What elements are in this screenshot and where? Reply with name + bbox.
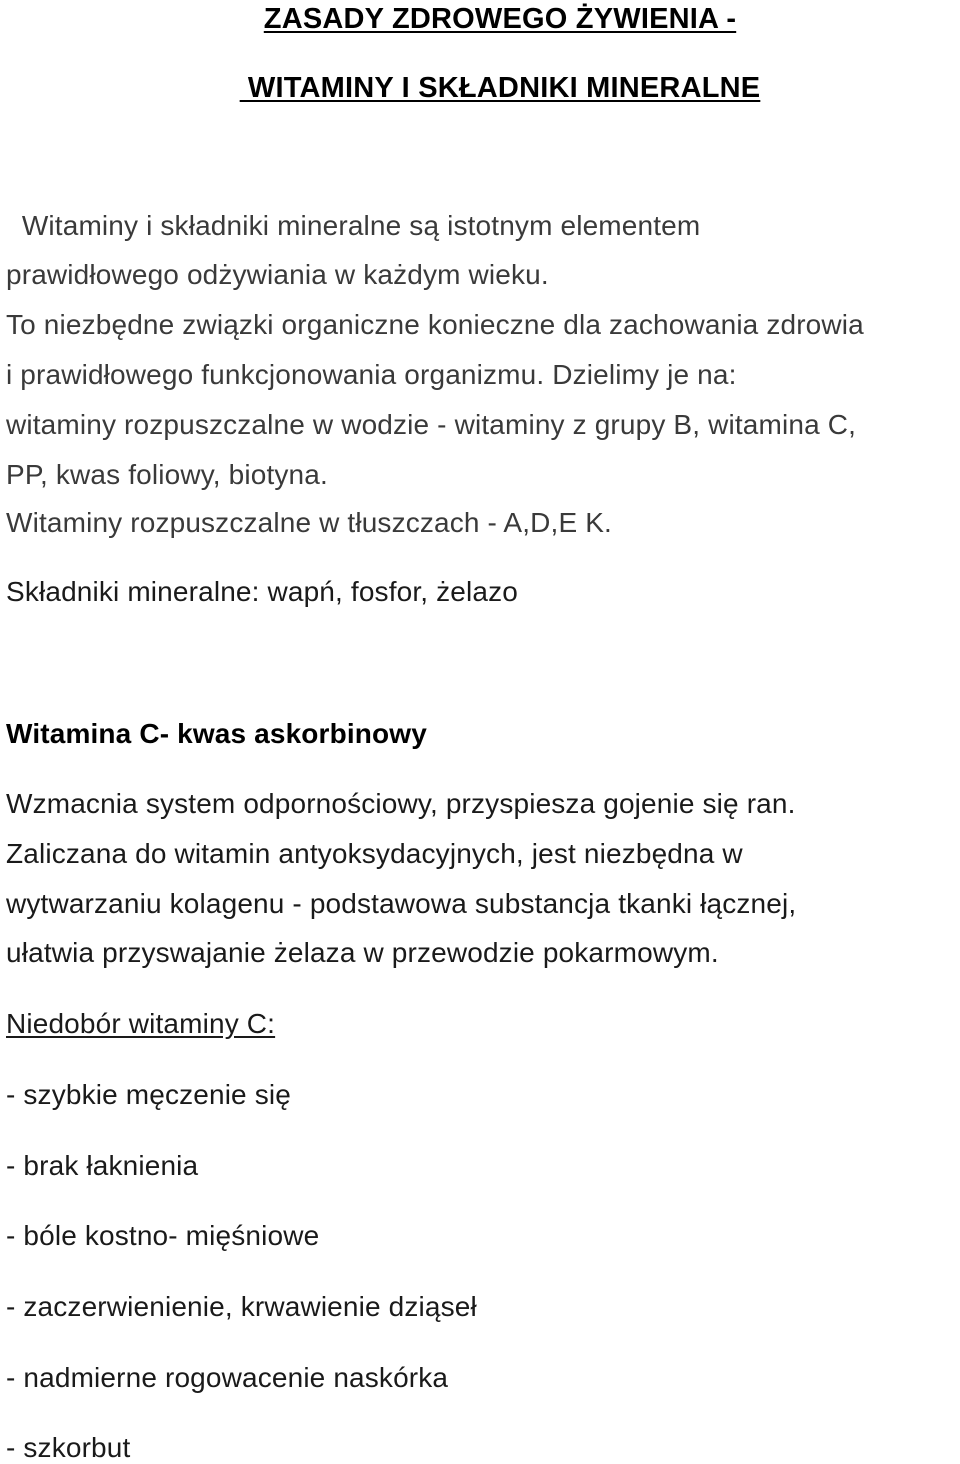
minerals-line: Składniki mineralne: wapń, fosfor, żelazo xyxy=(6,576,518,607)
document-title-line-2: WITAMINY I SKŁADNIKI MINERALNE xyxy=(239,72,761,104)
document-title-line-1: ZASADY ZDROWEGO ŻYWIENIA - xyxy=(263,3,737,35)
deficiency-item: - brak łaknienia xyxy=(6,1150,199,1181)
deficiency-item: - bóle kostno- mięśniowe xyxy=(6,1220,320,1251)
deficiency-heading: Niedobór witaminy C: xyxy=(6,1008,276,1039)
intro-line: i prawidłowego funkcjonowania organizmu. Dzielimy je na: xyxy=(6,359,737,390)
deficiency-item: - szkorbut xyxy=(6,1432,131,1463)
vitamin-c-heading: Witamina C- kwas askorbinowy xyxy=(6,718,427,749)
vitamin-c-line: wytwarzaniu kolagenu - podstawowa substancja tkanki łącznej, xyxy=(6,888,797,919)
deficiency-item: - nadmierne rogowacenie naskórka xyxy=(6,1362,449,1393)
vitamin-c-line: Zaliczana do witamin antyoksydacyjnych, jest niezbędna w xyxy=(6,838,743,869)
intro-line: PP, kwas foliowy, biotyna. xyxy=(6,459,328,490)
deficiency-item: - szybkie męczenie się xyxy=(6,1079,291,1110)
intro-line: Witaminy rozpuszczalne w tłuszczach - A,D,E K. xyxy=(6,507,612,538)
intro-line: Witaminy i składniki mineralne są istotnym elementem xyxy=(6,210,701,241)
intro-line: prawidłowego odżywiania w każdym wieku. xyxy=(6,259,549,290)
vitamin-c-line: Wzmacnia system odpornościowy, przyspiesza gojenie się ran. xyxy=(6,788,796,819)
intro-line: To niezbędne związki organiczne konieczne dla zachowania zdrowia xyxy=(6,309,864,340)
vitamin-c-line: ułatwia przyswajanie żelaza w przewodzie pokarmowym. xyxy=(6,937,719,968)
deficiency-item: - zaczerwienienie, krwawienie dziąseł xyxy=(6,1291,477,1322)
intro-line: witaminy rozpuszczalne w wodzie - witaminy z grupy B, witamina C, xyxy=(6,409,857,440)
